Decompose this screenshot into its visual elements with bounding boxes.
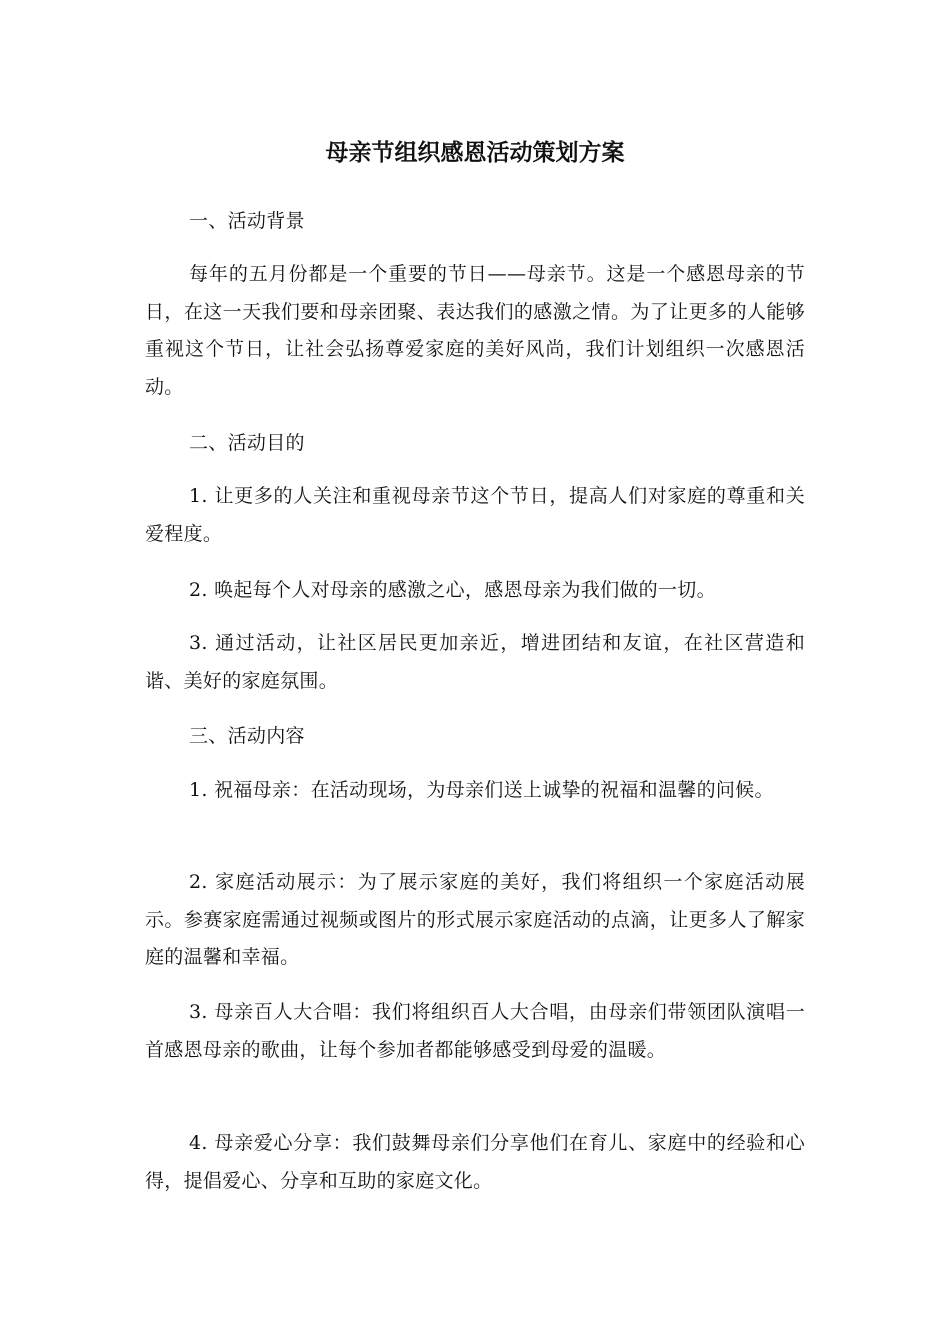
section-heading-background: 一、活动背景 (189, 210, 305, 232)
paragraph-purpose-1: 1. 让更多的人关注和重视母亲节这个节日，提高人们对家庭的尊重和关爱程度。 (145, 485, 805, 545)
section-heading-purpose: 二、活动目的 (189, 432, 305, 454)
paragraph-purpose-3: 3. 通过活动，让社区居民更加亲近，增进团结和友谊，在社区营造和谐、美好的家庭氛围。 (145, 632, 805, 692)
paragraph-content-1: 1. 祝福母亲：在活动现场，为母亲们送上诚挚的祝福和温馨的问候。 (189, 779, 774, 801)
paragraph-content-2: 2. 家庭活动展示：为了展示家庭的美好，我们将组织一个家庭活动展示。参赛家庭需通过视频或图片的形式展示家庭活动的点滴，让更多人了解家庭的温馨和幸福。 (145, 871, 805, 968)
paragraph-background: 每年的五月份都是一个重要的节日——母亲节。这是一个感恩母亲的节日，在这一天我们要和母亲团聚、表达我们的感激之情。为了让更多的人能够重视这个节日，让社会弘扬尊爱家庭的美好风尚，我们计划组织一次感恩活动。 (145, 263, 805, 398)
paragraph-content-3: 3. 母亲百人大合唱：我们将组织百人大合唱，由母亲们带领团队演唱一首感恩母亲的歌曲，让每个参加者都能够感受到母爱的温暖。 (145, 1001, 805, 1061)
paragraph-purpose-2: 2. 唤起每个人对母亲的感激之心，感恩母亲为我们做的一切。 (189, 579, 716, 601)
section-heading-content: 三、活动内容 (189, 725, 305, 747)
document-title: 母亲节组织感恩活动策划方案 (325, 140, 625, 166)
paragraph-content-4: 4. 母亲爱心分享：我们鼓舞母亲们分享他们在育儿、家庭中的经验和心得，提倡爱心、分享和互助的家庭文化。 (145, 1132, 805, 1192)
